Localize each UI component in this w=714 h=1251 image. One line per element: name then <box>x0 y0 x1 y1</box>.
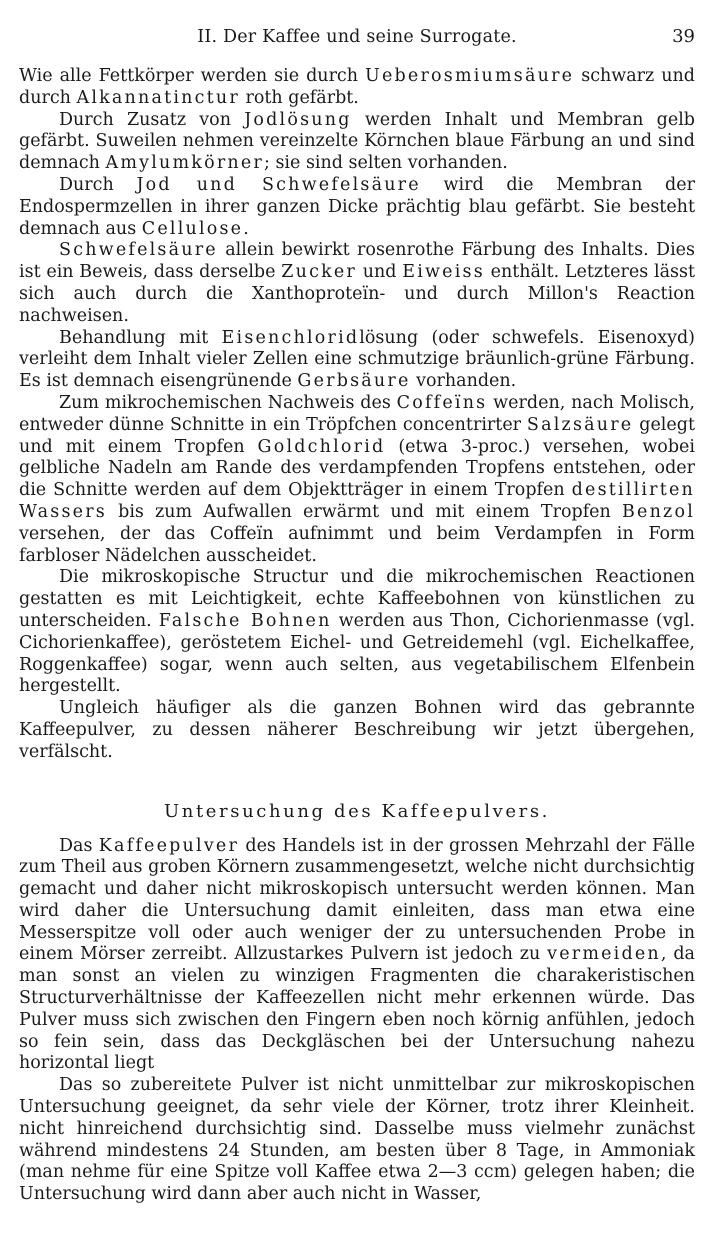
paragraph-text: gelegt und mit einem Tropfen <box>19 414 695 457</box>
paragraph-text: vorhanden. <box>410 371 517 392</box>
spaced-emphasis-text: Zucker <box>281 262 357 283</box>
paragraph-text: roth gefärbt. <box>239 87 359 108</box>
spaced-emphasis-text: Goldchlorid <box>257 436 386 457</box>
paragraph-text: ; sie sind selten vorhanden. <box>263 153 508 174</box>
spaced-emphasis-text: Benzol <box>621 501 695 522</box>
spaced-emphasis-text: destillirten Wassers <box>19 480 695 522</box>
paragraph <box>19 66 695 110</box>
running-head-title: II. Der Kaffee und seine Surrogate. <box>197 27 517 47</box>
paragraph <box>19 393 695 567</box>
body-text-bottom <box>19 836 695 1207</box>
spaced-emphasis-text: Jodlösung <box>244 109 352 130</box>
paragraph-text: und <box>357 262 403 283</box>
paragraph-text: Durch <box>59 174 137 195</box>
paragraph-text: , da man sonst an vielen zu winzigen Fragmenten die charakeristischen Structurverhältnisse der Kaffeezellen nicht mehr erkennen würde. Das Pulver muss sich zwischen den Fingern eben noch körnig anfühlen, jedoch so fein sein, dass das Deckgläschen bei der Untersuchung nahezu horizontal liegt <box>19 944 695 1074</box>
paragraph-text: Ungleich häufiger als die ganzen Bohnen wird das gebrannte Kaffeepulver, zu dessen näherer Beschreibung wir jetzt übergehen, verfälscht. <box>19 698 695 762</box>
paragraph-text: versehen, der das Coffeïn aufnimmt und beim Verdampfen in Form farbloser Nädelchen ausscheidet. <box>19 523 695 566</box>
spaced-emphasis-text: Falsche Bohnen <box>158 610 332 631</box>
paragraph-text: schwarz und durch <box>19 66 696 108</box>
paragraph <box>19 836 695 1076</box>
paragraph-text: bis zum Aufwallen erwärmt und mit einem Tropfen <box>106 501 622 522</box>
body-text-top <box>19 66 695 764</box>
spaced-emphasis-text: Amylumkörner <box>105 153 264 174</box>
page-number: 39 <box>672 26 695 47</box>
section-heading: Untersuchung des Kaffeepulvers. <box>164 800 550 822</box>
paragraph <box>19 567 695 698</box>
spaced-emphasis-text: Alkannatinctur <box>76 87 240 108</box>
paragraph-text: Die mikroskopische Structur und die mikrochemischen Reactionen gestatten es mit Leichtigkeit, echte Kaffeebohnen von künstlichen zu unterscheiden. <box>19 567 695 631</box>
spaced-emphasis-text: Schwefelsäure <box>59 240 218 261</box>
paragraph <box>19 1075 695 1206</box>
spaced-emphasis-text: Salzsäure <box>526 414 634 435</box>
paragraph-text: Zum mikrochemischen Nachweis des <box>59 392 397 413</box>
paragraph <box>19 698 695 763</box>
spaced-emphasis-text: Eisenchlorid <box>221 327 360 348</box>
paragraph-text: Durch Zusatz von <box>59 109 245 130</box>
paragraph-text: enthält. Letzteres lässt sich auch durch die Xanthoproteïn- und durch Millon's Reaction nachweisen. <box>19 262 696 326</box>
paragraph-text: Behandlung mit <box>59 327 222 348</box>
paragraph-text: wird die Membran der Endospermzellen in ihrer ganzen Dicke prächtig blau gefärbt. Sie besteht demnach aus <box>19 174 695 239</box>
paragraph-text: lösung (oder schwefels. Eisenoxyd) verleiht dem Inhalt vieler Zellen eine schmutzige bräunlich-grüne Färbung. Es ist demnach eisengrünende <box>19 327 695 392</box>
spaced-emphasis-text: vermeiden <box>547 944 661 965</box>
running-head <box>19 22 695 52</box>
spaced-emphasis-text: Kaffeepulver <box>98 835 240 856</box>
paragraph <box>19 110 695 175</box>
paragraph-text: werden aus Thon, Cichorienmasse (vgl. Cichorienkaffee), geröstetem Eichel- und Getreidemehl (vgl. Eichelkaffee, Roggenkaffee) sogar, wenn auch selten, aus vegetabilischem Elfenbein hergestellt. <box>19 610 696 697</box>
spaced-emphasis-text: Ueberosmiumsäure <box>365 66 575 86</box>
spaced-emphasis-text: Coffeïns <box>396 392 488 413</box>
paragraph-text: Das so zubereitete Pulver ist nicht unmittelbar zur mikroskopischen Untersuchung geeignet, da sehr viele der Körner, trotz ihrer Kleinheit. nicht hinreichend durchsichtig sind. Dasselbe muss vielmehr zunächst während mindestens 24 Stunden, am besten über 8 Tage, in Ammoniak (man nehme für eine Spitze voll Kaffee etwa 2—3 ccm) gelegen haben; die Untersuchung wird dann aber auch nicht in Wasser, <box>19 1075 695 1205</box>
paragraph-text: Das <box>59 835 99 856</box>
paragraph-text: Wie alle Fettkörper werden sie durch <box>19 66 365 86</box>
paragraph <box>19 175 695 240</box>
spaced-emphasis-text: Jod und Schwefelsäure <box>136 174 421 195</box>
paragraph-text: des Handels ist in der grossen Mehrzahl der Fälle zum Theil aus groben Körnern zusammengesetzt, welche nicht durchsichtig gemacht und daher nicht mikroskopisch untersucht werden können. Man wird daher die Untersuchung damit einleiten, dass man etwa eine Messerspitze voll oder auch weniger der zu untersuchenden Probe in einem Mörser zerreibt. Allzustarkes Pulvern ist jedoch zu <box>19 835 695 965</box>
paragraph-text: werden, nach Molisch, entweder dünne Schnitte in ein Tröpfchen concentrirter <box>19 392 695 435</box>
paragraph-text: werden Inhalt und Membran gelb gefärbt. Suweilen nehmen vereinzelte Körnchen blaue Färbung an und sind demnach <box>19 109 695 174</box>
paragraph <box>19 240 695 327</box>
paragraph-text: . <box>243 218 249 239</box>
paragraph-text: allein bewirkt rosenrothe Färbung des Inhalts. Dies ist ein Beweis, dass derselbe <box>19 240 695 283</box>
spaced-emphasis-text: Cellulose <box>141 218 244 239</box>
spaced-emphasis-text: Gerbsäure <box>297 371 411 392</box>
paragraph-text: (etwa 3-proc.) versehen, wobei gelbliche Nadeln am Rande des verdampfenden Tropfens entstehen, oder die Schnitte werden auf dem Objektträger in einem Tropfen <box>19 436 695 501</box>
paragraph <box>19 328 695 393</box>
book-page <box>19 22 695 1206</box>
spaced-emphasis-text: Eiweiss <box>402 262 485 283</box>
